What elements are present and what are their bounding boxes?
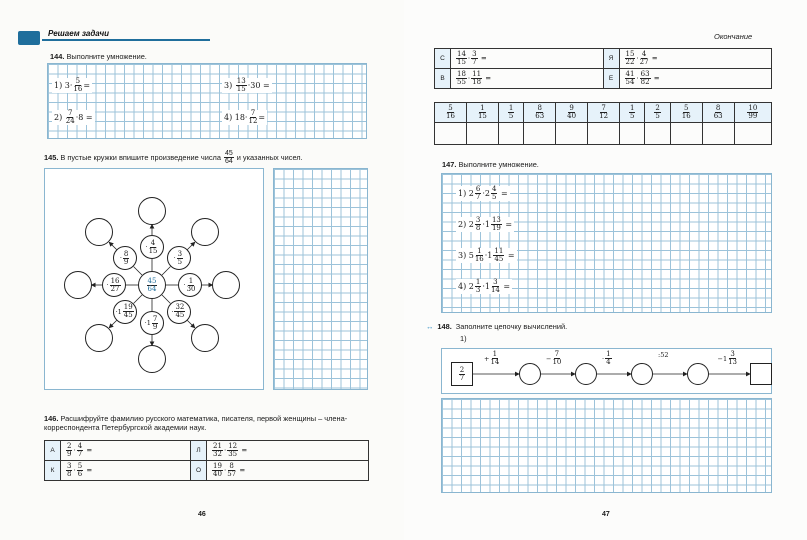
page-number: 46	[198, 511, 206, 518]
answer-letter-cell[interactable]	[620, 123, 645, 145]
answer-circle[interactable]	[64, 271, 92, 299]
logo-icon	[18, 31, 40, 45]
fraction: 7 9	[152, 314, 158, 331]
multiplier-circle: ·1 19 45	[113, 300, 137, 324]
fraction: 4 15	[148, 238, 158, 255]
cipher-letter: О	[191, 461, 207, 481]
answer-letter-cell[interactable]	[524, 123, 556, 145]
ex148-grid	[441, 398, 772, 493]
fraction: $\frac{5}{16}$	[446, 104, 455, 120]
cipher-expr: $\frac{41}{54}$ · $\frac{63}{82}$ =	[619, 69, 772, 89]
answer-key-cell	[734, 103, 771, 123]
cipher-letter: Л	[191, 441, 207, 461]
fraction: $\frac{19}{40}$	[213, 462, 222, 478]
answer-key-cell	[620, 103, 645, 123]
cipher-expr: $\frac{19}{40}$ · $\frac{8}{57}$ =	[207, 461, 369, 481]
exercise-title: Расшифруйте фамилию русского математика, писателя, первой женщины – члена-корреспондента Петербургской академии наук.	[44, 414, 348, 433]
ex147-heading	[442, 160, 539, 169]
fraction: $\frac{1}{5}$	[629, 104, 635, 120]
fraction: 2 7	[459, 365, 465, 382]
cipher-row	[435, 69, 772, 89]
fraction: $\frac{5}{16}$	[73, 77, 83, 93]
cipher-expr: $\frac{21}{32}$ · $\frac{12}{35}$ =	[207, 441, 369, 461]
fraction: 13 15	[236, 77, 246, 93]
ex144-item: 1) 3· $\frac{5}{16}$ =	[54, 77, 91, 93]
answer-table	[434, 102, 772, 145]
multiplier-circle: · 3 5	[167, 246, 191, 270]
fraction: $\frac{8}{63}$	[535, 104, 545, 120]
fraction: $\frac{7}{12}$	[599, 104, 609, 120]
section-header	[18, 27, 208, 45]
exercise-number: 145.	[44, 153, 59, 162]
ex146-table	[44, 440, 369, 481]
cipher-expr: $\frac{2}{9}$ · $\frac{4}{7}$ =	[61, 441, 191, 461]
multiplier-circle: · 8 9	[113, 246, 137, 270]
ex148-heading	[426, 322, 567, 331]
cipher-row	[435, 49, 772, 69]
cipher-letter: В	[435, 69, 451, 89]
fraction: $\frac{8}{57}$	[227, 462, 237, 478]
fraction: $\frac{5}{16}$	[681, 104, 691, 120]
cipher-letter: А	[45, 441, 61, 461]
fraction: 3 8	[475, 216, 481, 232]
center-circle	[138, 271, 166, 299]
ex144-heading	[50, 52, 147, 61]
cipher-expr: $\frac{18}{55}$ · $\frac{11}{18}$ =	[451, 69, 604, 89]
ex146-table-cont	[434, 48, 772, 89]
fraction: $\frac{11}{18}$	[472, 70, 482, 86]
fraction: $\frac{41}{54}$	[625, 70, 635, 86]
answer-circle[interactable]	[138, 197, 166, 225]
answer-letter-cell[interactable]	[556, 123, 588, 145]
fraction: $\frac{4}{27}$	[639, 50, 649, 66]
fraction: $\frac{9}{40}$	[567, 104, 577, 120]
exercise-number: 147.	[442, 160, 457, 169]
multiplier-circle: ·1 7 9	[140, 311, 164, 335]
fraction: $\frac{21}{32}$	[213, 442, 222, 458]
fraction: $\frac{1}{15}$	[477, 104, 487, 120]
answer-key-cell	[702, 103, 734, 123]
fraction: 16 27	[110, 276, 120, 293]
multiplier-circle: · 4 15	[140, 235, 164, 259]
cipher-letter: С	[435, 49, 451, 69]
ex147-item: 2) 2 3 8 ·1 $\frac{13}{19}$ =	[458, 216, 513, 232]
ex145-diagram	[44, 168, 264, 390]
fraction: 1 14	[490, 350, 500, 366]
fraction: 1 3	[475, 278, 481, 294]
answer-key-cell	[435, 103, 467, 123]
fraction: $\frac{10}{99}$	[748, 104, 758, 120]
answer-letter-cell[interactable]	[645, 123, 670, 145]
ex146-heading	[44, 414, 369, 433]
chain-operation: · 1 4	[602, 350, 611, 366]
cipher-letter: Я	[603, 49, 619, 69]
fraction: $\frac{13}{19}$	[491, 216, 501, 232]
chain-circle[interactable]	[519, 363, 541, 385]
chain-circle[interactable]	[575, 363, 597, 385]
chain-start-box	[451, 362, 473, 386]
fraction: $\frac{3}{8}$	[67, 462, 72, 478]
answer-key-cell	[670, 103, 702, 123]
answer-letter-cell[interactable]	[498, 123, 523, 145]
exercise-title: Заполните цепочку вычислений.	[455, 322, 568, 331]
chain-circle[interactable]	[687, 363, 709, 385]
fraction: 32 45	[175, 303, 185, 320]
ex144-item: 3) 13 15 ·30 =	[224, 77, 270, 93]
answer-letter-cell[interactable]	[466, 123, 498, 145]
answer-letter-cell[interactable]	[435, 123, 467, 145]
answer-key-cell	[498, 103, 523, 123]
fraction: $\frac{2}{9}$	[67, 442, 72, 458]
fraction: $\frac{3}{14}$	[490, 278, 500, 294]
answer-circle[interactable]	[191, 218, 219, 246]
exercise-title-end: и указанных чисел.	[236, 153, 303, 162]
cipher-expr: $\frac{15}{22}$ · $\frac{4}{27}$ =	[619, 49, 772, 69]
fraction: $\frac{14}{15}$	[457, 50, 466, 66]
multiplier-circle: · 32 45	[167, 300, 191, 324]
answer-key-cell	[645, 103, 670, 123]
fraction: $\frac{8}{63}$	[713, 104, 723, 120]
cipher-letter: К	[45, 461, 61, 481]
fraction: $\frac{11}{45}$	[494, 247, 504, 263]
cipher-expr: $\frac{14}{15}$ · $\frac{3}{7}$ =	[451, 49, 604, 69]
ex144-item: 2) 7 24 ·8 =	[54, 109, 93, 125]
answer-key-cell	[524, 103, 556, 123]
fraction: 7 24	[65, 109, 75, 125]
arrow-marker-icon: ↔	[426, 322, 434, 331]
continuation-label: Окончание	[714, 32, 753, 41]
answer-circle[interactable]	[191, 324, 219, 352]
ex147-item: 3) 5 1 16 ·1 $\frac{11}{45}$ =	[458, 247, 515, 263]
exercise-number: 148.	[437, 322, 452, 331]
fraction: $\frac{18}{55}$	[457, 70, 466, 86]
cipher-expr: $\frac{3}{8}$ · $\frac{5}{6}$ =	[61, 461, 191, 481]
ex144-item: 4) 18· $\frac{7}{12}$ =	[224, 109, 266, 125]
cipher-row	[45, 441, 369, 461]
exercise-number: 146.	[44, 414, 59, 423]
answer-circle[interactable]	[85, 324, 113, 352]
exercise-title: В пустые кружки впишите произведение числа	[60, 153, 221, 162]
fraction: $\frac{12}{35}$	[228, 442, 238, 458]
fraction: $\frac{2}{5}$	[655, 104, 660, 120]
fraction: 1 30	[186, 276, 196, 293]
chain-operation: :52	[658, 351, 669, 359]
exercise-title: Выполните умножение.	[66, 52, 147, 61]
fraction: $\frac{4}{7}$	[77, 442, 83, 458]
fraction: 8 9	[123, 249, 129, 266]
section-title: Решаем задачи	[48, 29, 110, 38]
answer-letter-cell[interactable]	[670, 123, 702, 145]
exercise-title: Выполните умножение.	[458, 160, 539, 169]
chain-operation: −1 3 13	[717, 350, 738, 366]
fraction: $\frac{63}{82}$	[640, 70, 650, 86]
fraction: $\frac{1}{5}$	[508, 104, 514, 120]
fraction: 3 13	[728, 350, 738, 366]
fraction: 19 45	[123, 303, 133, 320]
ex145-grid	[273, 168, 368, 390]
multiplier-circle: · 1 30	[178, 273, 202, 297]
chain-operation: + 1 14	[484, 350, 500, 366]
fraction: 1 4	[606, 350, 611, 366]
answer-key-cell	[588, 103, 620, 123]
answer-letter-cell[interactable]	[702, 123, 734, 145]
chain-operation: − 7 10	[546, 350, 562, 366]
ex144-grid	[47, 63, 367, 139]
answer-key-cell	[556, 103, 588, 123]
fraction: 45 64	[147, 276, 157, 293]
ex147-item: 1) 2 6 7 ·2 $\frac{4}{5}$ =	[458, 185, 508, 201]
right-page	[404, 0, 807, 540]
exercise-number: 144.	[50, 52, 65, 61]
fraction: 3 5	[177, 249, 183, 266]
ex145-heading	[44, 150, 303, 165]
fraction: $\frac{4}{5}$	[491, 185, 497, 201]
cipher-row	[45, 461, 369, 481]
ex147-item: 4) 2 1 3 ·1 $\frac{3}{14}$ =	[458, 278, 511, 294]
chain-circle[interactable]	[631, 363, 653, 385]
page-number: 47	[602, 511, 610, 518]
fraction: $\frac{15}{22}$	[625, 50, 635, 66]
fraction: 45 64	[224, 150, 233, 165]
chain-frame	[441, 348, 772, 394]
fraction: 1 16	[474, 247, 484, 263]
subitem-label: 1)	[460, 334, 467, 343]
fraction: $\frac{7}{12}$	[248, 109, 258, 125]
multiplier-circle: · 16 27	[102, 273, 126, 297]
fraction: $\frac{5}{6}$	[77, 462, 83, 478]
fraction: $\frac{3}{7}$	[472, 50, 477, 66]
fraction: 7 10	[552, 350, 562, 366]
fraction: 6 7	[475, 185, 481, 201]
cipher-letter: Е	[603, 69, 619, 89]
answer-letter-cell[interactable]	[734, 123, 771, 145]
answer-letter-cell[interactable]	[588, 123, 620, 145]
chain-end-box[interactable]	[750, 363, 772, 385]
answer-key-cell	[466, 103, 498, 123]
